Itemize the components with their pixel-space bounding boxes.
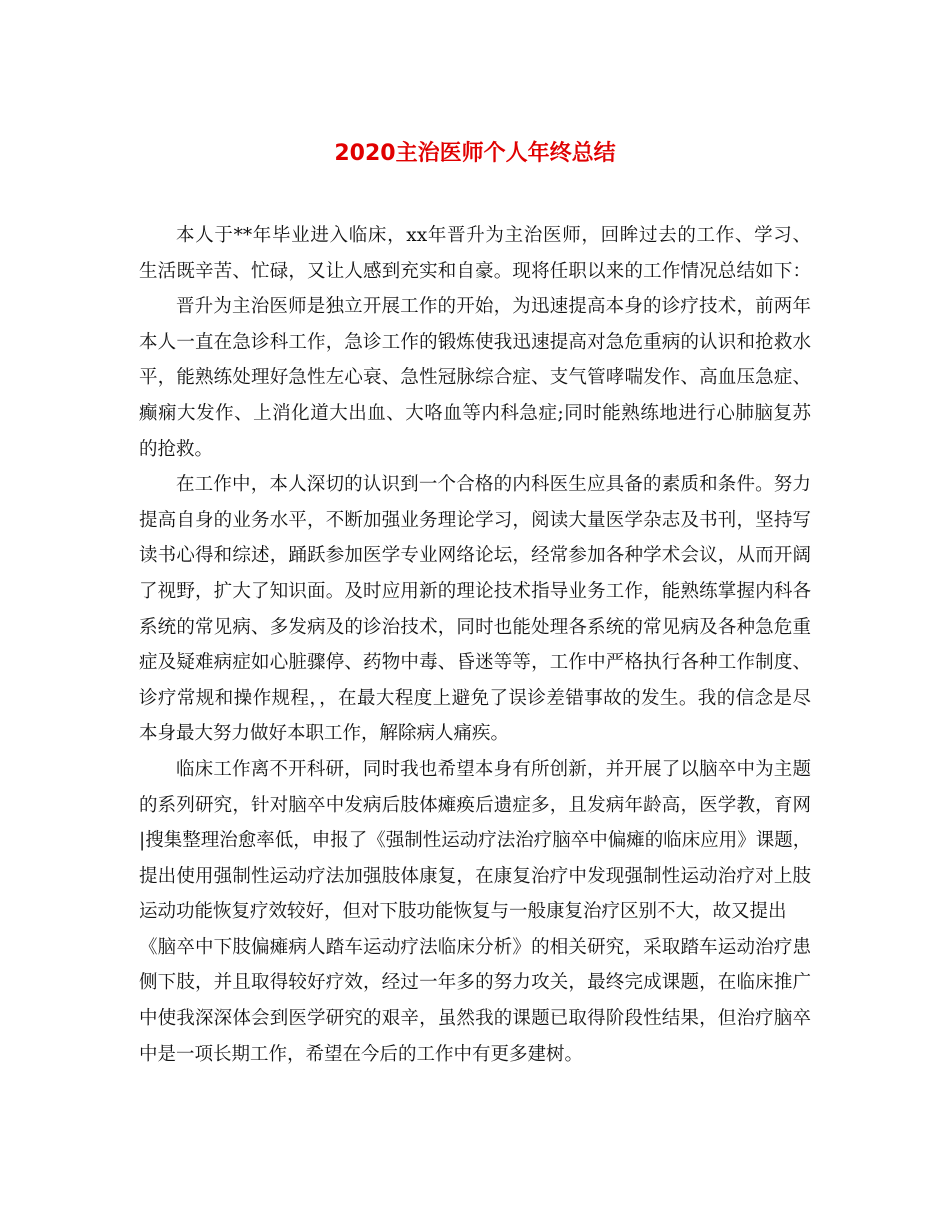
text-line: 《脑卒中下肢偏瘫病人踏车运动疗法临床分析》的相关研究，采取踏车运动治疗患 xyxy=(139,936,811,958)
text-line: 平，能熟练处理好急性左心衰、急性冠脉综合症、支气管哮喘发作、高血压急症、 xyxy=(139,367,811,389)
text-line: 在工作中，本人深切的认识到一个合格的内科医生应具备的素质和条件。努力 xyxy=(176,474,811,496)
text-line: 癫痫大发作、上消化道大出血、大咯血等内科急症;同时能熟练地进行心肺脑复苏 xyxy=(139,402,811,424)
text-line: 本身最大努力做好本职工作，解除病人痛疾。 xyxy=(139,723,510,745)
text-line: 中使我深深体会到医学研究的艰辛，虽然我的课题已取得阶段性结果，但治疗脑卒 xyxy=(139,1008,811,1030)
text-line: |搜集整理治愈率低，申报了《强制性运动疗法治疗脑卒中偏瘫的临床应用》课题， xyxy=(139,830,812,852)
text-line: 提出使用强制性运动疗法加强肢体康复，在康复治疗中发现强制性运动治疗对上肢 xyxy=(139,865,811,887)
paragraph-1 xyxy=(139,218,811,289)
text-line: 症及疑难病症如心脏骤停、药物中毒、昏迷等等，工作中严格执行各种工作制度、 xyxy=(139,652,811,674)
text-line: 本人于**年毕业进入临床，xx年晋升为主治医师，回眸过去的工作、学习、 xyxy=(176,225,811,246)
text-line: 运动功能恢复疗效较好，但对下肢功能恢复与一般康复治疗区别不大，故又提出 xyxy=(139,901,787,923)
text-line: 诊疗常规和操作规程，，在最大程度上避免了误诊差错事故的发生。我的信念是尽 xyxy=(139,687,811,709)
paragraph-2 xyxy=(139,289,811,467)
text-line: 本人一直在急诊科工作，急诊工作的锻炼使我迅速提高对急危重病的认识和抢救水 xyxy=(139,331,811,353)
text-line: 的系列研究，针对脑卒中发病后肢体瘫痪后遗症多，且发病年龄高，医学教，育网 xyxy=(139,794,811,816)
text-line: 读书心得和综述，踊跃参加医学专业网络论坛，经常参加各种学术会议，从而开阔 xyxy=(139,545,811,567)
text-line: 生活既辛苦、忙碌，又让人感到充实和自豪。现将任职以来的工作情况总结如下： xyxy=(139,260,811,282)
text-line: 提高自身的业务水平，不断加强业务理论学习，阅读大量医学杂志及书刊，坚持写 xyxy=(139,509,811,531)
text-line: 晋升为主治医师是独立开展工作的开始，为迅速提高本身的诊疗技术，前两年 xyxy=(176,296,811,318)
text-line: 的抢救。 xyxy=(139,438,214,460)
document-body xyxy=(139,218,811,1072)
text-line: 侧下肢，并且取得较好疗效，经过一年多的努力攻关，最终完成课题，在临床推广 xyxy=(139,972,811,994)
document-title: 2020主治医师个人年终总结 xyxy=(334,141,616,166)
paragraph-4 xyxy=(139,752,811,1072)
text-line: 了视野，扩大了知识面。及时应用新的理论技术指导业务工作，能熟练掌握内科各 xyxy=(139,580,811,602)
text-line: 中是一项长期工作，希望在今后的工作中有更多建树。 xyxy=(139,1043,584,1065)
paragraph-3 xyxy=(139,467,811,752)
text-line: 临床工作离不开科研，同时我也希望本身有所创新，并开展了以脑卒中为主题 xyxy=(176,758,811,780)
text-line: 系统的常见病、多发病及的诊治技术，同时也能处理各系统的常见病及各种急危重 xyxy=(139,616,811,638)
